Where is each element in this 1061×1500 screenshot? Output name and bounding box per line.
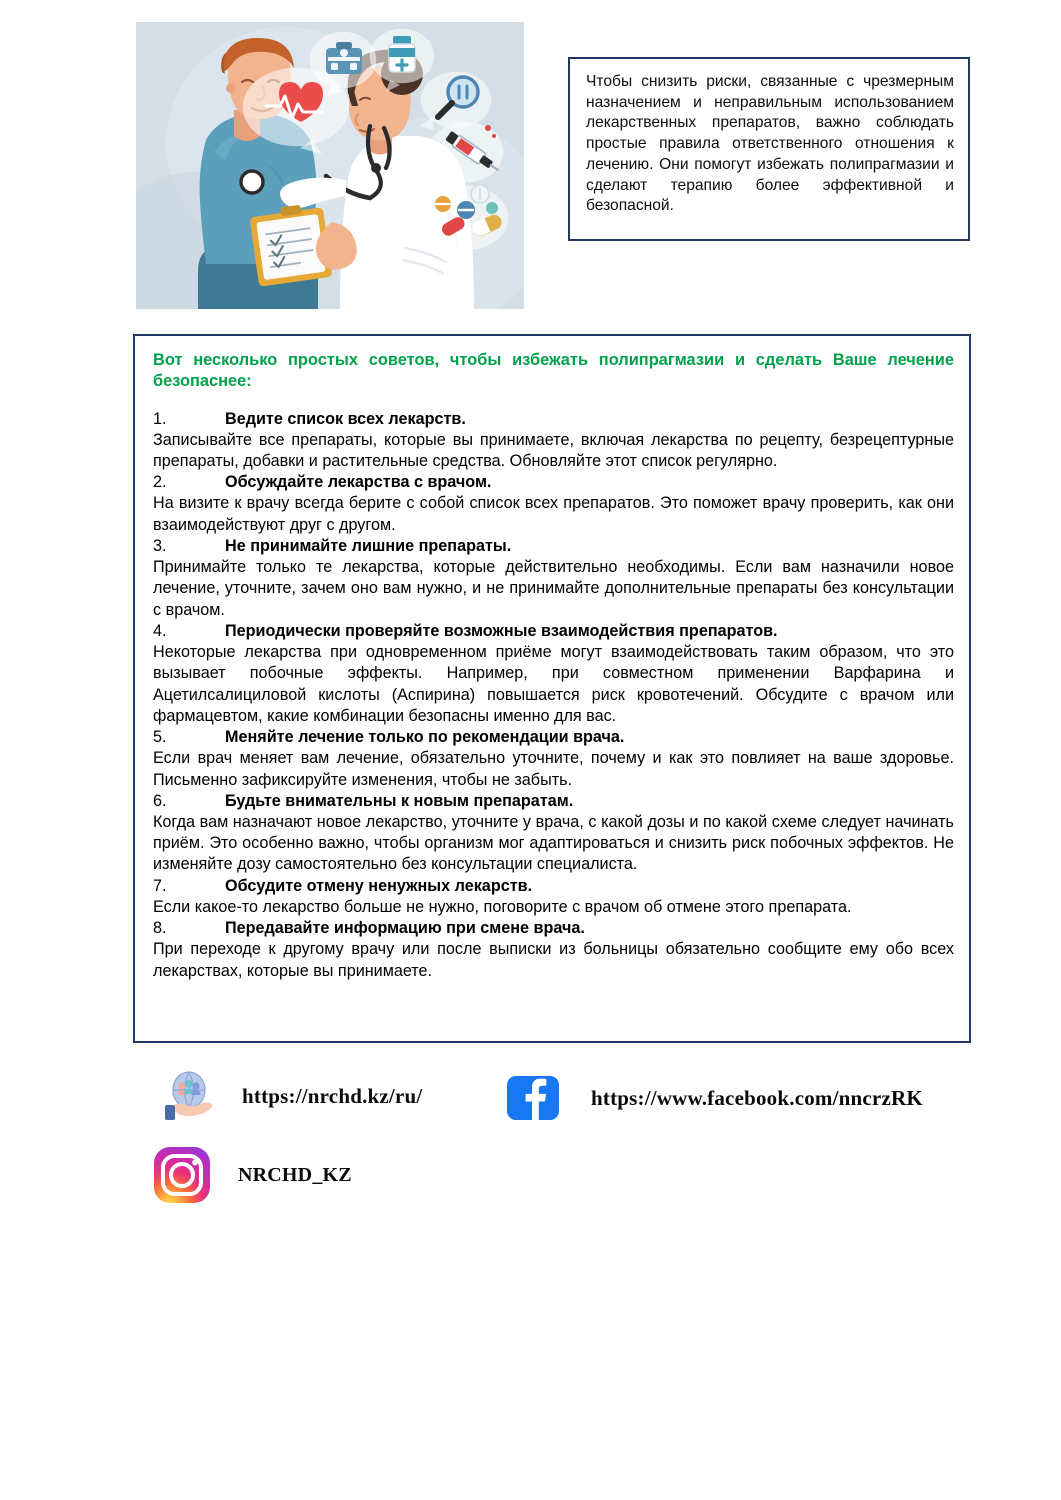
instagram-handle[interactable]: NRCHD_KZ: [238, 1163, 352, 1186]
website-url[interactable]: https://nrchd.kz/ru/: [242, 1083, 423, 1108]
facebook-url[interactable]: https://www.facebook.com/nncrzRK: [591, 1085, 923, 1110]
intro-callout-box: [568, 57, 970, 241]
tip-body: Если врач меняет вам лечение, обязательно уточните, почему и как это повлияет на ваше здоровье. Письменно зафиксируйте изменения, чтобы не забыть.: [153, 749, 954, 789]
tip-title: [153, 727, 954, 748]
doctor-patient-illustration: [136, 22, 524, 309]
tip-item: [153, 791, 954, 876]
tip-item: [153, 876, 954, 918]
tip-body: Некоторые лекарства при одновременном приёме могут взаимодействовать таким образом, что это вызывает побочные эффекты. Например, при совместном применении Варфарина и Ацетилсалициловой кислоты (Аспирина) повышается риск кровотечений. Обсудите с врачом или фармацевтом, какие комбинации безопасны именно для вас.: [153, 642, 954, 725]
tip-name: Не принимайте лишние препараты.: [225, 536, 512, 555]
tip-title: [153, 876, 954, 897]
website-link-row[interactable]: [163, 1070, 422, 1122]
tip-item: [153, 472, 954, 536]
intro-paragraph: Чтобы снизить риски, связанные с чрезмерным назначением и неправильным использованием лекарственных препаратов, важно соблюдать простые правила ответственного отношения к лечению. Они помогут избежать полипрагмазии и сделают терапию более эффективной и безопасной.: [586, 73, 954, 215]
tip-item: [153, 409, 954, 473]
tip-name: Меняйте лечение только по рекомендации врача.: [225, 728, 625, 747]
tip-number: 7.: [153, 876, 167, 895]
tip-name: Будьте внимательны к новым препаратам.: [225, 791, 574, 810]
tip-body: Если какое-то лекарство больше не нужно, поговорите с врачом об отмене этого препарата.: [153, 897, 852, 916]
tip-item: [153, 621, 954, 727]
tip-item: [153, 727, 954, 791]
tip-number: 8.: [153, 919, 167, 938]
tip-title: [153, 621, 954, 642]
advice-box: [133, 334, 971, 1043]
tip-name: Ведите список всех лекарств.: [225, 409, 466, 428]
tip-title: [153, 791, 954, 812]
tip-title: [153, 918, 954, 939]
facebook-link-row[interactable]: [505, 1070, 923, 1126]
tip-name: Обсуждайте лекарства с врачом.: [225, 473, 492, 492]
tip-item: [153, 536, 954, 621]
globe-in-hand-icon: [163, 1070, 215, 1122]
tip-number: 5.: [153, 728, 167, 747]
tip-name: Передавайте информацию при смене врача.: [225, 919, 585, 938]
instagram-icon: [152, 1145, 212, 1205]
tip-number: 2.: [153, 473, 167, 492]
advice-heading: Вот несколько простых советов, чтобы избежать полипрагмазии и сделать Ваше лечение безопаснее:: [153, 351, 954, 391]
hero-illustration: [136, 22, 524, 309]
tip-number: 1.: [153, 409, 167, 428]
tip-body: На визите к врачу всегда берите с собой список всех препаратов. Это поможет врачу проверить, как они взаимодействуют друг с другом.: [153, 494, 954, 534]
tip-number: 3.: [153, 536, 167, 555]
facebook-icon: [505, 1070, 561, 1126]
tip-body: Записывайте все препараты, которые вы принимаете, включая лекарства по рецепту, безрецептурные препараты, добавки и растительные средства. Обновляйте этот список регулярно.: [153, 430, 954, 471]
tip-number: 6.: [153, 791, 167, 810]
tip-name: Периодически проверяйте возможные взаимодействия препаратов.: [225, 621, 778, 640]
tip-body: При переходе к другому врачу или после выписки из больницы обязательно сообщите ему обо всех лекарствах, которые вы принимаете.: [153, 940, 954, 980]
tip-number: 4.: [153, 621, 167, 640]
tip-body: Когда вам назначают новое лекарство, уточните у врача, с какой дозы и по какой схеме следует начинать приём. Это особенно важно, чтобы организм мог адаптироваться и снизить риск побочных эффектов. Не изменяйте дозу самостоятельно без консультации специалиста.: [153, 812, 954, 874]
tip-title: [153, 409, 954, 430]
tip-title: [153, 472, 954, 493]
tip-item: [153, 918, 954, 982]
tip-title: [153, 536, 954, 557]
instagram-link-row[interactable]: [152, 1145, 352, 1205]
tip-name: Обсудите отмену ненужных лекарств.: [225, 876, 533, 895]
tip-body: Принимайте только те лекарства, которые действительно необходимы. Если вам назначили новое лечение, уточните, зачем оно вам нужно, и не принимайте дополнительные препараты без консультации с врачом.: [153, 558, 954, 619]
